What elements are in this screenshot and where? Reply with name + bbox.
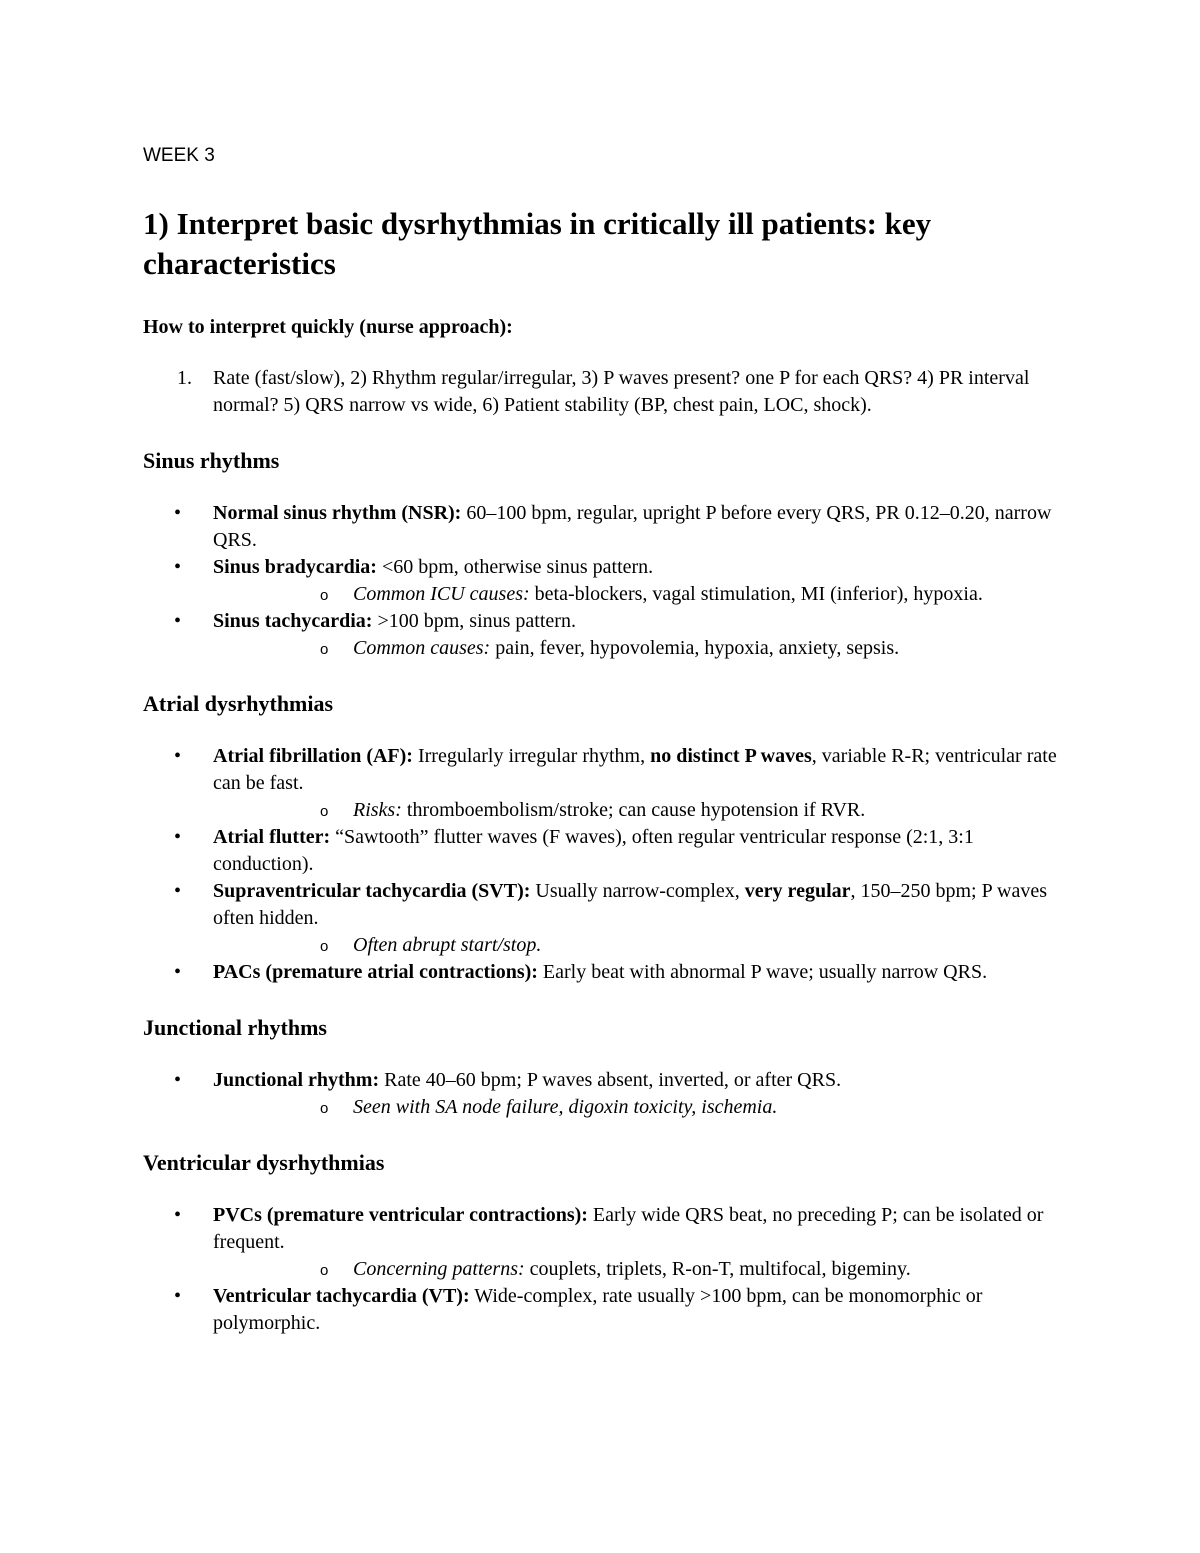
sub-list-item — [213, 932, 1068, 959]
sub-description: thromboembolism/stroke; can cause hypotension if RVR. — [401, 799, 866, 821]
sub-description: beta-blockers, vagal stimulation, MI (inferior), hypoxia. — [529, 583, 983, 605]
sub-list — [213, 932, 1068, 959]
section-heading-junctional: Junctional rhythms — [143, 1015, 327, 1040]
term: Sinus bradycardia: — [213, 556, 377, 578]
sub-bullet-icon: o — [320, 938, 329, 955]
section-heading-atrial: Atrial dysrhythmias — [143, 691, 334, 716]
sub-label: Common ICU causes: — [353, 583, 530, 605]
sub-list — [213, 797, 1068, 824]
sub-list-item — [213, 1256, 1068, 1283]
list-number: 1. — [177, 367, 192, 389]
term: PVCs (premature ventricular contractions): — [213, 1204, 588, 1226]
sub-bullet-icon: o — [320, 587, 329, 604]
list-item — [143, 878, 1068, 959]
description: Usually narrow-complex, — [530, 880, 745, 902]
sub-bullet-icon: o — [320, 641, 329, 658]
term: PACs (premature atrial contractions): — [213, 961, 538, 983]
approach-list — [143, 365, 1068, 419]
sub-list-item — [213, 797, 1068, 824]
term: Atrial flutter: — [213, 826, 331, 848]
description: , variable R-R; ventricular rate can be fast. — [213, 745, 1057, 794]
approach-heading: How to interpret quickly (nurse approach): — [143, 316, 513, 338]
bullet-icon: • — [174, 1204, 182, 1226]
list-item — [143, 959, 1068, 986]
list-item — [143, 1283, 1068, 1337]
emphasis: very regular — [744, 880, 851, 902]
atrial-list — [143, 743, 1068, 986]
sub-list-item — [213, 635, 1068, 662]
sub-list — [213, 1094, 1068, 1121]
list-item — [143, 824, 1068, 878]
term: Sinus tachycardia: — [213, 610, 373, 632]
description: <60 bpm, otherwise sinus pattern. — [376, 556, 654, 578]
sub-list — [213, 635, 1068, 662]
sub-list — [213, 581, 1068, 608]
description: Irregularly irregular rhythm, — [412, 745, 651, 767]
bullet-icon: • — [174, 745, 182, 767]
ventricular-list — [143, 1202, 1068, 1337]
sub-description: Often abrupt start/stop. — [353, 934, 542, 956]
term: Atrial fibrillation (AF): — [213, 745, 413, 767]
approach-text: Rate (fast/slow), 2) Rhythm regular/irregular, 3) P waves present? one P for each QRS? 4) PR interval normal? 5) QRS narrow vs wide, 6) Patient stability (BP, chest pain, LOC, shock). — [213, 367, 1030, 416]
sub-bullet-icon: o — [320, 1262, 329, 1279]
emphasis: no distinct P waves — [650, 745, 812, 767]
sub-bullet-icon: o — [320, 1100, 329, 1117]
list-item — [143, 365, 1068, 419]
section-heading-ventricular: Ventricular dysrhythmias — [143, 1150, 385, 1175]
sub-list — [213, 1256, 1068, 1283]
bullet-icon: • — [174, 880, 182, 902]
sub-description: Seen with SA node failure, digoxin toxicity, ischemia. — [353, 1096, 778, 1118]
sub-list-item — [213, 581, 1068, 608]
list-item — [143, 500, 1068, 554]
description: Rate 40–60 bpm; P waves absent, inverted, or after QRS. — [379, 1069, 842, 1091]
bullet-icon: • — [174, 1285, 182, 1307]
junctional-list — [143, 1067, 1068, 1121]
description: >100 bpm, sinus pattern. — [372, 610, 576, 632]
document-content — [143, 204, 1068, 1337]
list-item — [143, 1067, 1068, 1121]
sub-label: Concerning patterns: — [353, 1258, 525, 1280]
sinus-list — [143, 500, 1068, 662]
description: “Sawtooth” flutter waves (F waves), often regular ventricular response (2:1, 3:1 conduction). — [213, 826, 974, 875]
week-label: WEEK 3 — [143, 145, 215, 166]
sub-list-item — [213, 1094, 1068, 1121]
section-heading-sinus: Sinus rhythms — [143, 448, 280, 473]
bullet-icon: • — [174, 961, 182, 983]
sub-label: Risks: — [353, 799, 402, 821]
description: Wide-complex, rate usually >100 bpm, can be monomorphic or polymorphic. — [213, 1285, 983, 1334]
description: 60–100 bpm, regular, upright P before every QRS, PR 0.12–0.20, narrow QRS. — [213, 502, 1052, 551]
term: Ventricular tachycardia (VT): — [213, 1285, 470, 1307]
bullet-icon: • — [174, 1069, 182, 1091]
term: Junctional rhythm: — [213, 1069, 380, 1091]
list-item — [143, 608, 1068, 662]
sub-description: couplets, triplets, R-on-T, multifocal, bigeminy. — [524, 1258, 911, 1280]
term: Supraventricular tachycardia (SVT): — [213, 880, 531, 902]
list-item — [143, 743, 1068, 824]
bullet-icon: • — [174, 610, 182, 632]
list-item — [143, 1202, 1068, 1283]
bullet-icon: • — [174, 826, 182, 848]
sub-bullet-icon: o — [320, 803, 329, 820]
sub-label: Common causes: — [353, 637, 491, 659]
sub-description: pain, fever, hypovolemia, hypoxia, anxiety, sepsis. — [490, 637, 900, 659]
description: Early beat with abnormal P wave; usually narrow QRS. — [537, 961, 988, 983]
description: Early wide QRS beat, no preceding P; can be isolated or frequent. — [213, 1204, 1044, 1253]
term: Normal sinus rhythm (NSR): — [213, 502, 462, 524]
bullet-icon: • — [174, 502, 182, 524]
description: , 150–250 bpm; P waves often hidden. — [213, 880, 1047, 929]
list-item — [143, 554, 1068, 608]
page-title: 1) Interpret basic dysrhythmias in critically ill patients: key characteristics — [143, 206, 932, 281]
bullet-icon: • — [174, 556, 182, 578]
